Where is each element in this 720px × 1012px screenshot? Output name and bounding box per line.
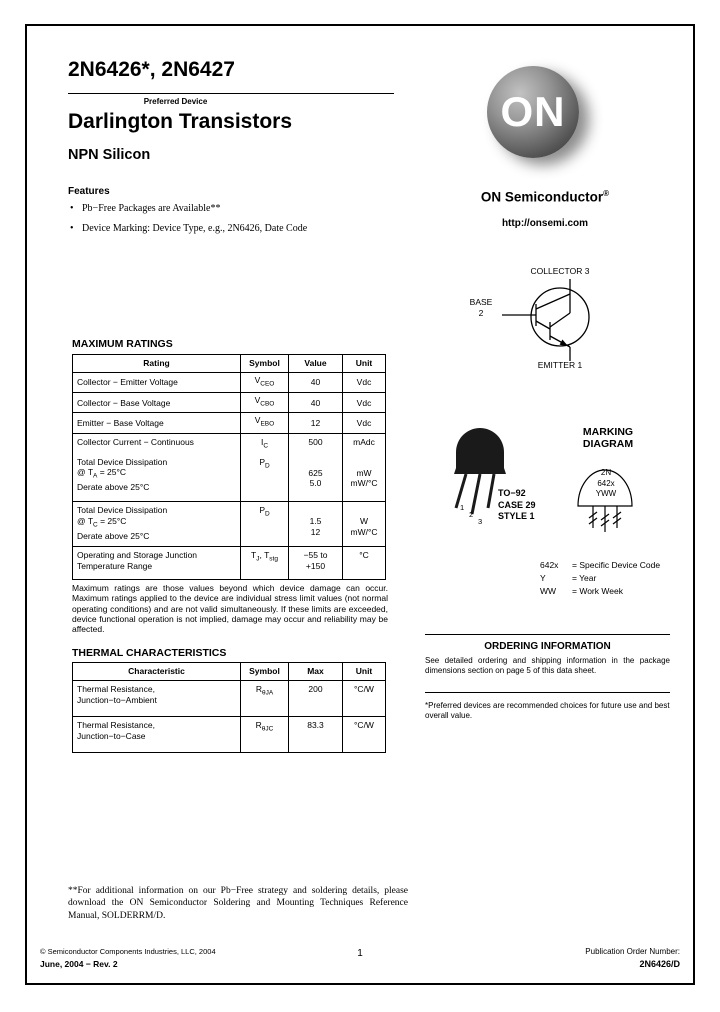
symbol-cell bbox=[241, 681, 289, 717]
collector-label: COLLECTOR 3 bbox=[530, 266, 590, 276]
emitter-label: EMITTER 1 bbox=[537, 360, 583, 370]
symbol-sub: C bbox=[263, 442, 269, 450]
symbol-cell bbox=[241, 373, 289, 393]
bullet-icon: • bbox=[70, 203, 74, 214]
legend-row: WW = Work Week bbox=[540, 586, 623, 596]
footer-copyright: © Semiconductor Components Industries, LLC, 2004 bbox=[40, 947, 216, 956]
value-line: 5.0 bbox=[309, 478, 322, 489]
unit-cell bbox=[343, 454, 386, 502]
unit-line: mW/°C bbox=[350, 478, 378, 489]
rating-cell: Collector − Emitter Voltage bbox=[73, 373, 241, 393]
col-header-value: Value bbox=[289, 355, 343, 373]
characteristic-line: Junction−to−Ambient bbox=[77, 694, 157, 705]
unit-cell: °C bbox=[343, 547, 386, 580]
symbol-main: V bbox=[254, 415, 261, 426]
symbol-cell bbox=[241, 393, 289, 413]
rating-line: @ $T_A = 25^\circ C$ bbox=[77, 467, 127, 480]
footer-publication-label: Publication Order Number: bbox=[585, 947, 680, 956]
col-header-symbol: Symbol bbox=[241, 355, 289, 373]
ordering-divider bbox=[425, 692, 670, 693]
table-row bbox=[73, 433, 386, 454]
part-numbers: 2N6426*, 2N6427 bbox=[68, 58, 235, 81]
brand-url: http://onsemi.com bbox=[501, 218, 589, 229]
characteristic-line: Thermal Resistance, bbox=[77, 720, 155, 730]
brand-name-text: ON Semiconductor bbox=[480, 189, 604, 205]
rating-line: @ $T_C = 25^\circ C$ bbox=[77, 515, 127, 529]
base-label-text: BASE bbox=[469, 297, 493, 307]
ordering-divider bbox=[425, 634, 670, 635]
preferred-devices-note: *Preferred devices are recommended choices for future use and best overall value. bbox=[425, 701, 670, 721]
unit-cell bbox=[343, 502, 386, 547]
symbol-sub: θJC bbox=[261, 725, 274, 733]
page-title: Darlington Transistors bbox=[68, 110, 293, 133]
symbol-cell bbox=[241, 454, 289, 502]
col-header-max: Max bbox=[289, 663, 343, 681]
unit-cell: Vdc bbox=[343, 373, 386, 393]
characteristic-line: Junction−to−Case bbox=[77, 730, 146, 741]
rating-cell bbox=[73, 502, 241, 547]
table-row bbox=[73, 681, 386, 717]
symbol-sub: CBO bbox=[260, 400, 275, 408]
value-cell bbox=[289, 454, 343, 502]
pin-2-label: 2 bbox=[469, 510, 474, 519]
symbol-sub: EBO bbox=[260, 421, 275, 429]
maximum-ratings-table bbox=[72, 354, 386, 580]
characteristic-cell bbox=[73, 681, 241, 717]
symbol-sub: θJA bbox=[261, 689, 274, 697]
table-row bbox=[73, 454, 386, 502]
value-cell: 40 bbox=[289, 393, 343, 413]
value-line: 625 bbox=[308, 467, 323, 478]
table-header-row bbox=[73, 355, 386, 373]
symbol-main: P bbox=[259, 505, 265, 516]
maximum-ratings-title: MAXIMUM RATINGS bbox=[72, 338, 173, 350]
package-case-text bbox=[498, 488, 536, 523]
table-row bbox=[73, 393, 386, 413]
value-cell: −55 to +150 bbox=[289, 547, 343, 580]
ordering-information-text: See detailed ordering and shipping information in the package dimensions section on page 5 of this data sheet. bbox=[425, 656, 670, 676]
marking-code-text bbox=[560, 468, 652, 500]
feature-text: Pb−Free Packages are Available** bbox=[82, 203, 221, 214]
package-style: STYLE 1 bbox=[498, 511, 535, 521]
value-line: 1.5 bbox=[309, 516, 322, 527]
col-header-characteristic: Characteristic bbox=[73, 663, 241, 681]
table-row bbox=[73, 373, 386, 393]
unit-cell: mAdc bbox=[343, 433, 386, 454]
value-cell: 500 bbox=[289, 433, 343, 454]
unit-line: mW bbox=[356, 467, 372, 478]
bullet-icon: • bbox=[70, 223, 74, 234]
table-row bbox=[73, 547, 386, 580]
pin-3-label: 3 bbox=[478, 517, 483, 526]
rating-line: Temperature Range bbox=[77, 560, 153, 571]
marking-line: 2N bbox=[600, 468, 612, 477]
symbol-main: I bbox=[260, 436, 264, 447]
symbol-main: V bbox=[254, 375, 261, 385]
subtitle: NPN Silicon bbox=[68, 147, 151, 163]
rating-line: Operating and Storage Junction bbox=[77, 550, 198, 561]
col-header-unit: Unit bbox=[343, 355, 386, 373]
symbol-cell bbox=[241, 413, 289, 433]
on-semiconductor-logo bbox=[487, 66, 579, 158]
thermal-characteristics-title: THERMAL CHARACTERISTICS bbox=[72, 647, 227, 659]
registered-mark: ® bbox=[603, 189, 610, 198]
marking-legend bbox=[540, 559, 660, 598]
rating-cell: Emitter − Base Voltage bbox=[73, 413, 241, 433]
col-header-rating: Rating bbox=[73, 355, 241, 373]
footer-page-number: 1 bbox=[357, 948, 363, 959]
symbol-main: V bbox=[254, 395, 261, 406]
value-cell: 12 bbox=[289, 413, 343, 433]
base-pin-number: 2 bbox=[478, 308, 484, 318]
package-name: TO−92 bbox=[498, 488, 526, 498]
rating-cell: Collector − Base Voltage bbox=[73, 393, 241, 413]
symbol-cell bbox=[241, 433, 289, 454]
features-list bbox=[70, 203, 390, 243]
table-row bbox=[73, 717, 386, 753]
rating-line: Total Device Dissipation bbox=[77, 456, 168, 467]
symbol-sub: D bbox=[264, 462, 270, 470]
preferred-device-label: Preferred Device bbox=[143, 97, 208, 106]
rating-cell bbox=[73, 454, 241, 502]
unit-cell: °C/W bbox=[343, 681, 386, 717]
brand-name bbox=[425, 189, 665, 205]
col-header-symbol: Symbol bbox=[241, 663, 289, 681]
table-header-row bbox=[73, 663, 386, 681]
feature-item bbox=[70, 203, 390, 214]
table-row bbox=[73, 502, 386, 547]
value-cell bbox=[289, 502, 343, 547]
unit-line: mW/°C bbox=[350, 526, 378, 537]
pbfree-footnote: **For additional information on our Pb−Free strategy and soldering details, please download the ON Semiconductor Soldering and Mounting Techniques Reference Manual, SOLDERRM/D. bbox=[68, 886, 408, 921]
characteristic-cell bbox=[73, 717, 241, 753]
pin-1-label: 1 bbox=[460, 503, 465, 512]
symbol-cell bbox=[241, 502, 289, 547]
unit-cell: Vdc bbox=[343, 393, 386, 413]
legend-row: 642x = Specific Device Code bbox=[540, 560, 661, 570]
rating-cell: Collector Current − Continuous bbox=[73, 433, 241, 454]
footer-revision: June, 2004 − Rev. 2 bbox=[40, 959, 118, 969]
package-case: CASE 29 bbox=[498, 499, 536, 510]
symbol-main: P bbox=[259, 456, 265, 467]
marking-line: 642x bbox=[597, 478, 615, 488]
maximum-ratings-note: Maximum ratings are those values beyond which device damage can occur. Maximum ratings applied to the device are individual stress limit values (not normal operating conditions) and are not valid simultaneously. If these limits are exceeded, device functional operation is not implied, damage may occur and reliability may be affected. bbox=[72, 583, 388, 635]
symbol-main: R bbox=[255, 720, 262, 730]
rating-line: Derate above 25°C bbox=[77, 482, 150, 493]
value-cell: 83.3 bbox=[289, 717, 343, 753]
footer-publication-number: 2N6426/D bbox=[639, 959, 680, 969]
symbol-cell: $T_J$, $T_{stg}$ bbox=[241, 547, 289, 580]
unit-cell: Vdc bbox=[343, 413, 386, 433]
rating-line: Derate above 25°C bbox=[77, 530, 150, 541]
darlington-transistor-symbol bbox=[500, 277, 620, 363]
symbol-sub: D bbox=[264, 510, 270, 518]
base-label bbox=[464, 297, 498, 319]
rating-line: Total Device Dissipation bbox=[77, 505, 168, 516]
unit-line: W bbox=[359, 516, 369, 527]
thermal-characteristics-table bbox=[72, 662, 386, 753]
ordering-information-title: ORDERING INFORMATION bbox=[484, 641, 611, 652]
symbol-cell bbox=[241, 717, 289, 753]
value-cell: 40 bbox=[289, 373, 343, 393]
unit-cell: °C/W bbox=[343, 717, 386, 753]
value-line: 12 bbox=[310, 526, 321, 537]
symbol-main: R bbox=[255, 684, 262, 694]
value-cell: 200 bbox=[289, 681, 343, 717]
feature-text: Device Marking: Device Type, e.g., 2N6426, Date Code bbox=[82, 223, 308, 234]
feature-item bbox=[70, 223, 390, 234]
marking-diagram-title: MARKING DIAGRAM bbox=[582, 426, 634, 450]
features-title: Features bbox=[68, 186, 110, 197]
title-rule bbox=[68, 93, 394, 94]
legend-row: Y = Year bbox=[540, 573, 597, 583]
symbol-sub: CEO bbox=[260, 380, 275, 388]
col-header-unit: Unit bbox=[343, 663, 386, 681]
marking-line: YWW bbox=[595, 489, 617, 498]
characteristic-line: Thermal Resistance, bbox=[77, 684, 155, 694]
logo-text: ON bbox=[500, 88, 566, 135]
rating-cell bbox=[73, 547, 241, 580]
table-row bbox=[73, 413, 386, 433]
